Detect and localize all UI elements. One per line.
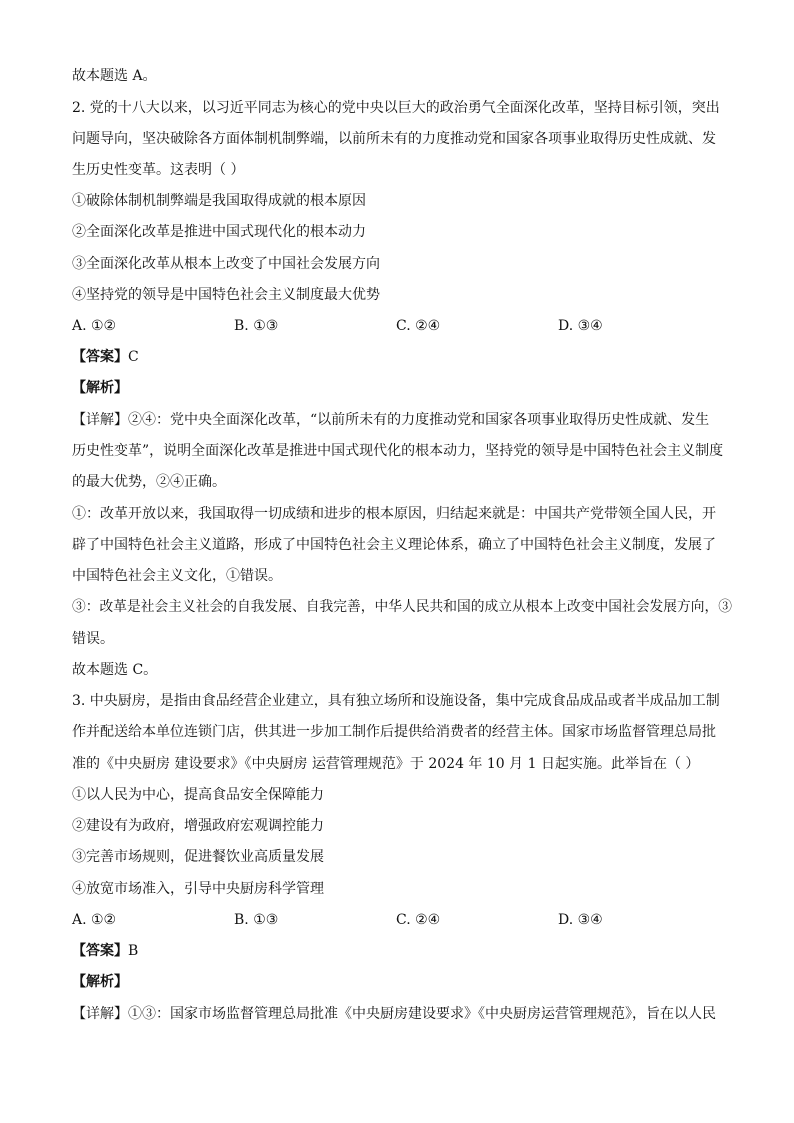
q3-detail-line-1: 【详解】①③：国家市场监督管理总局批准《中央厨房建设要求》《中央厨房运营管理规范》，旨在以人民: [72, 1006, 716, 1022]
q2-option-c: C. ②④: [396, 318, 441, 334]
q3-stem-line-1: 3. 中央厨房，是指由食品经营企业建立，具有独立场所和设施设备，集中完成食品成品或者半成品加工制: [72, 693, 720, 709]
q2-option-a: A. ①②: [72, 318, 117, 334]
q2-stem-line-1: 2. 党的十八大以来，以习近平同志为核心的党中央以巨大的政治勇气全面深化改革，坚持目标引领，突出: [72, 100, 720, 116]
q3-stem-line-3: 准的《中央厨房 建设要求》《中央厨房 运营管理规范》于 2024 年 10 月 1 日起实施。此举旨在（ ）: [72, 756, 700, 772]
q2-detail-line-5: 辟了中国特色社会主义道路，形成了中国特色社会主义理论体系，确立了中国特色社会主义制度，发展了: [72, 537, 716, 553]
q2-statement-4: ④坚持党的领导是中国特色社会主义制度最大优势: [72, 287, 380, 303]
q2-detail-line-7: ③：改革是社会主义社会的自我发展、自我完善，中华人民共和国的成立从根本上改变中国社会发展方向，③: [72, 599, 732, 615]
q2-stem-line-3: 生历史性变革。这表明（ ）: [72, 162, 245, 178]
q2-answer-value: C: [128, 349, 139, 365]
q2-detail-line-1: 【详解】②④：党中央全面深化改革，“以前所未有的力度推动党和国家各项事业取得历史性成就、发生: [72, 412, 710, 428]
q2-detail-line-3: 的最大优势，②④正确。: [72, 474, 226, 490]
q2-option-b: B. ①③: [234, 318, 279, 334]
q1-conclusion: 故本题选 A。: [72, 68, 157, 84]
q2-stem-line-2: 问题导向，坚决破除各方面体制机制弊端，以前所未有的力度推动党和国家各项事业取得历史性成就、发: [72, 131, 716, 147]
q3-option-b: B. ①③: [234, 912, 279, 928]
q3-statement-3: ③完善市场规则，促进餐饮业高质量发展: [72, 849, 324, 865]
q3-option-c: C. ②④: [396, 912, 441, 928]
q2-answer-label: 【答案】: [72, 349, 128, 365]
q3-answer-label: 【答案】: [72, 943, 128, 959]
q2-answer: [72, 347, 732, 367]
q2-conclusion: 故本题选 C。: [72, 662, 158, 678]
q3-stem-line-2: 作并配送给本单位连锁门店，供其进一步加工制作后提供给消费者的经营主体。国家市场监督管理总局批: [72, 724, 716, 740]
q3-statement-2: ②建设有为政府，增强政府宏观调控能力: [72, 818, 324, 834]
q3-answer: [72, 941, 732, 961]
q3-statement-4: ④放宽市场准入，引导中央厨房科学管理: [72, 881, 324, 897]
q2-statement-2: ②全面深化改革是推进中国式现代化的根本动力: [72, 224, 366, 240]
q3-statement-1: ①以人民为中心，提高食品安全保障能力: [72, 787, 324, 803]
q2-statement-1: ①破除体制机制弊端是我国取得成就的根本原因: [72, 193, 366, 209]
q2-option-d: D. ③④: [558, 318, 603, 334]
q3-option-d: D. ③④: [558, 912, 603, 928]
q2-analysis-label: 【解析】: [72, 380, 128, 396]
q3-option-a: A. ①②: [72, 912, 117, 928]
q3-answer-value: B: [128, 943, 139, 959]
q2-detail-line-4: ①：改革开放以来，我国取得一切成绩和进步的根本原因，归结起来就是：中国共产党带领全国人民，开: [72, 506, 716, 522]
q2-detail-line-6: 中国特色社会主义文化，①错误。: [72, 568, 282, 584]
q3-analysis-label: 【解析】: [72, 974, 128, 990]
q2-detail-line-2: 历史性变革”，说明全面深化改革是推进中国式现代化的根本动力，坚持党的领导是中国特色社会主义制度: [72, 443, 724, 459]
q2-detail-line-8: 错误。: [72, 631, 114, 647]
q2-statement-3: ③全面深化改革从根本上改变了中国社会发展方向: [72, 256, 380, 272]
